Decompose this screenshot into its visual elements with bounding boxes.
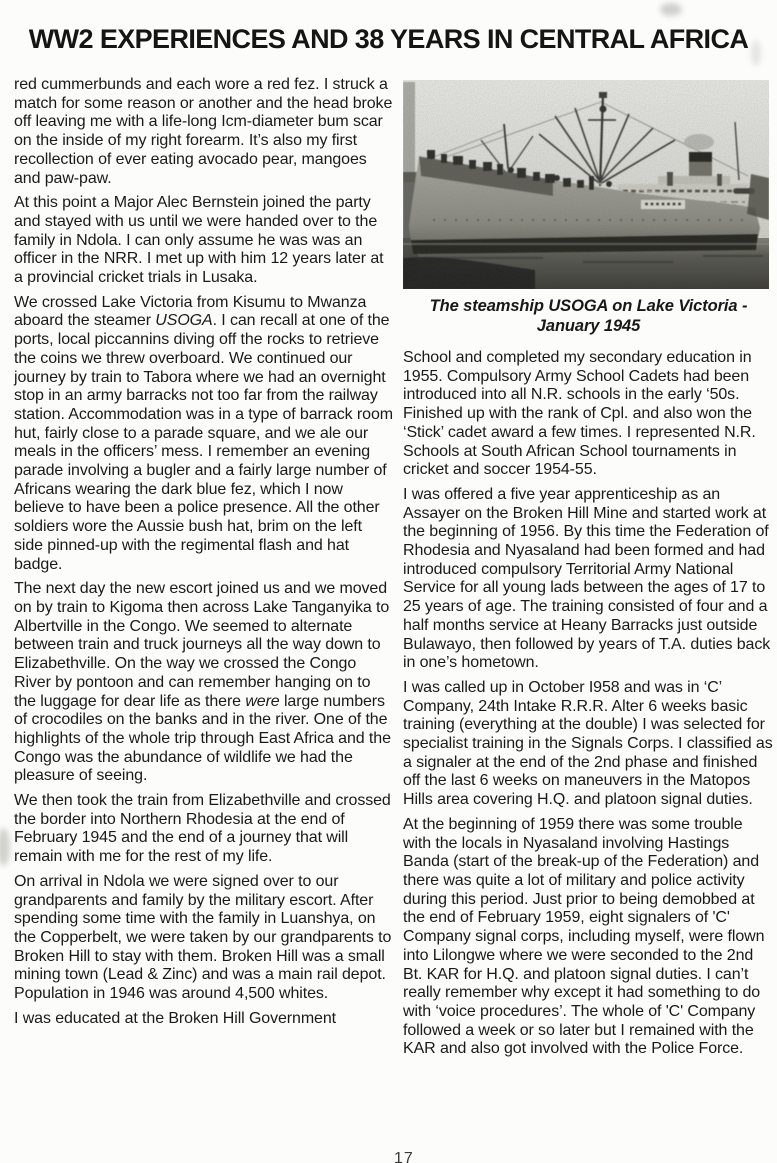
paragraph: We then took the train from Elizabethville and crossed the border into Northern Rhodesia at the end of February 1945 and the end of a journey that will remain with me for the rest of my life. — [14, 792, 391, 866]
ship-photo-figure — [403, 80, 774, 336]
paragraph: I was called up in October I958 and was in ‘C’ Company, 24th Intake R.R.R. Alter 6 weeks basic training (everything at the double) I was selected for specialist training in the Signals Corps. I classified as a signaler at the end of the 2nd phase and finished off the last 6 weeks on maneuvers in the Matopos Hills area covering H.Q. and platoon signal duties. — [403, 678, 773, 809]
paragraph — [14, 580, 395, 786]
scan-smudge — [660, 3, 682, 16]
paragraph: On arrival in Ndola we were signed over to our grandparents and family by the military escort. After spending some time with the family in Luanshya, on the Copperbelt, we were taken by our grandparents to Broken Hill to stay with them. Broken Hill was a small mining town (Lead & Zinc) and was a main rail depot. Population in 1946 was around 4,500 whites. — [14, 872, 392, 1003]
paragraph — [14, 294, 395, 575]
photo-caption — [403, 296, 774, 336]
left-column — [14, 76, 395, 1034]
text-segment-italic: were — [245, 692, 280, 710]
right-column — [403, 80, 774, 1065]
page-number: 17 — [394, 1150, 414, 1163]
paragraph: School and completed my secondary education in 1955. Compulsory Army School Cadets had been introduced into all N.R. schools in the early ‘50s. Finished up with the rank of Cpl. and also won the ‘Stick’ cadet award a few times. I represented N.R. Schools at South African School tournaments in cricket and soccer 1954-55. — [403, 349, 756, 479]
caption-line-1: The steamship USOGA on Lake Victoria - — [429, 297, 748, 315]
text-segment: The next day the new escort joined us and we moved on by train to Kigoma then across Lake Tanganyika to Albertville in the Congo. We seemed to alternate between train and truck journeys all the way down to Elizabethville. On the way we crossed the Congo River by pontoon and can remember hanging on to the luggage for dear life as there — [14, 580, 390, 710]
text-segment-italic: USOGA — [155, 312, 213, 330]
paragraph: red cummerbunds and each wore a red fez. I struck a match for some reason or another and the head broke off leaving me with a life-long Icm-diameter bum scar on the inside of my right forearm. It’s also my first recollection of ever eating avocado pear, mangoes and paw-paw. — [14, 76, 393, 187]
page-title: WW2 EXPERIENCES AND 38 YEARS IN CENTRAL AFRICA — [28, 24, 749, 54]
paragraph: At the beginning of 1959 there was some trouble with the locals in Nyasaland involving Hastings Banda (start of the break-up of the Federation) and there was quite a lot of military and police activity during this period. Just prior to being demobbed at the end of February 1959, eight signalers of 'C' Company signal corps, including myself, were flown into Lilongwe where we were seconded to the 2nd Bt. KAR for H.Q. and platoon signal duties. I can’t really remember why except it had something to do with ‘voice procedures’. The whole of 'C' Company followed a week or so later but I remained with the KAR and also got involved with the Police Force. — [403, 815, 765, 1058]
steamship-photo — [403, 80, 769, 289]
text-segment: We crossed Lake Victoria from Kisumu to Mwanza aboard the steamer — [14, 293, 367, 330]
paragraph: At this point a Major Alec Bernstein joined the party and stayed with us until we were handed over to the family in Ndola. I can only assume he was was an officer in the NRR. I met up with him 12 years later at a provincial cricket trials in Lusaka. — [14, 194, 384, 287]
text-segment: . I can recall at one of the ports, local piccannins diving off the rocks to retrieve the coins we threw overboard. We continued our journey by train to Tabora where we had an overnight stop in an army barracks not too far from the railway station. Accommodation was in a type of barrack room hut, fairly close to a parade square, and we ale our meals in the officers’ mess. I remember an evening parade involving a bugler and a fairly large number of Africans wearing the dark blue fez, which I now believe to have been a police presence. All the other soldiers wore the Aussie bush hat, brim on the left side pinned-up with the regimental flash and hat badge. — [14, 312, 393, 573]
caption-line-2: January 1945 — [536, 317, 641, 335]
text-segment: large numbers of crocodiles on the banks and in the river. One of the highlights of the whole trip through East Africa and the Congo was the abundance of wildlife we had the pleasure of seeing. — [14, 692, 391, 785]
scan-smudge — [0, 828, 10, 866]
paragraph: I was offered a five year apprenticeship as an Assayer on the Broken Hill Mine and started work at the beginning of 1956. By this time the Federation of Rhodesia and Nyasaland had been formed and had introduced compulsory Territorial Army National Service for all young lads between the ages of 17 to 25 years of age. The training consisted of four and a half months service at Heany Barracks just outside Bulawayo, then followed by years of T.A. duties back in one’s hometown. — [403, 485, 771, 672]
paragraph: I was educated at the Broken Hill Government — [14, 1009, 336, 1027]
